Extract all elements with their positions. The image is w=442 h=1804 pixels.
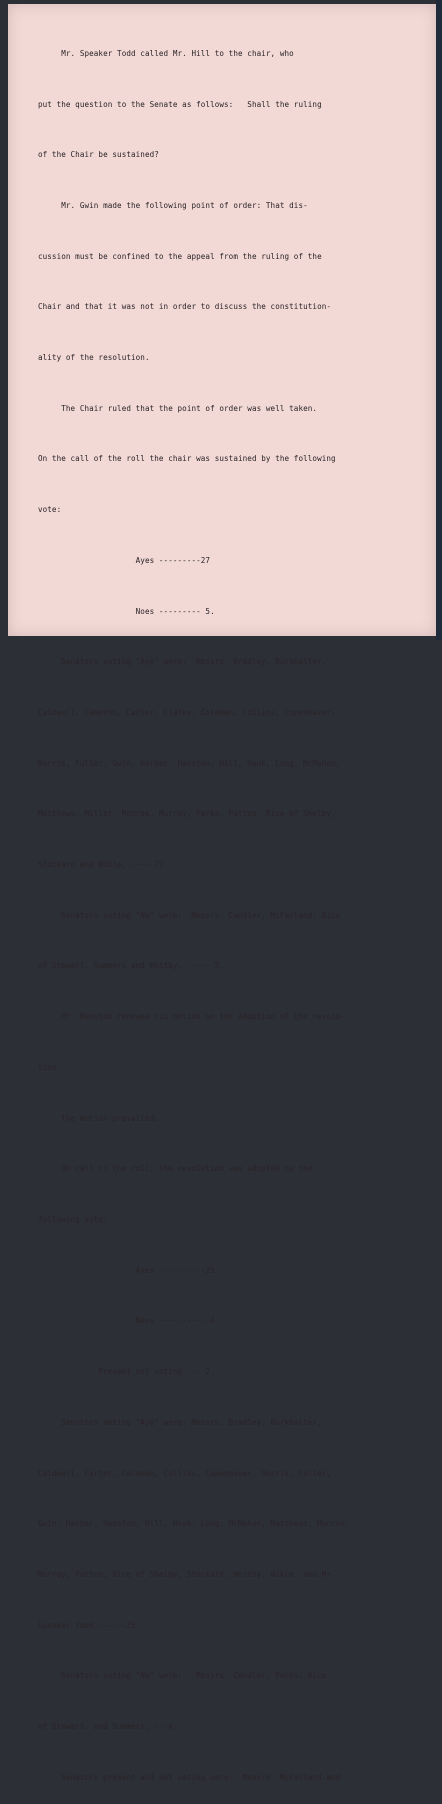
text-line: of Stewart, Summers and Whitby, ----- 5. [24,961,225,971]
text-line: Senators voting "No" were: Messrs. Candler, Parks, Rice [24,1671,327,1681]
vote-tally-line: Ayes ----------25 [24,1265,215,1275]
text-line: Gwin, Harber, Hanston, Hill, Houk, Long, McMahon, Matthews, Monroe, [24,1519,350,1529]
text-line: Caldwell, Carter, Coleman, Collins, Copenhaver, Dorris, Fuller, [24,1468,332,1478]
vote-tally-line: Present not voting --- 2. [24,1367,215,1377]
text-line: Caldwell, Cameron, Carter, Clarke, Coleman, Collins, Copenhaver, [24,707,336,717]
text-line: cussion must be confined to the appeal from the ruling of the [24,251,322,261]
document-body [24,12,416,1804]
text-line: Dorris, Fuller, Gwin, Harber, Hanston, Hill, Houk, Long, McMahon, [24,758,341,768]
text-line: tion. [24,1062,62,1072]
text-line: vote: [24,505,62,515]
text-line: On the call of the roll the chair was sustained by the following [24,454,336,464]
text-line: Stockard and Wikle, -----27. [24,860,169,870]
vote-tally-line: Ayes ---------27 [24,555,211,565]
text-line: of the Chair be sustained? [24,150,159,160]
text-line: ality of the resolution. [24,353,150,363]
text-line: Speaker Todd,------25. [24,1620,141,1630]
text-line: Mr. Speaker Todd called Mr. Hill to the chair, who [24,48,294,58]
text-line: Murray, Patton, Rice of Shelby, Stockard, Whitby, Wikle, and Mr. [24,1569,336,1579]
text-line: put the question to the Senate as follows: Shall the ruling [24,99,322,109]
text-line: Senators voting "Aye" were: Messrs. Bradley, Burkhalter, [24,657,327,667]
text-line: The motion prevailed. [24,1113,159,1123]
text-line: following vote: [24,1214,108,1224]
text-line: Matthews, Miller, Monroe, Murray, Parks, Patton, Rice of Shelby, [24,809,336,819]
text-line: On call of the roll, the resolution was adopted by the [24,1164,313,1174]
text-line: Senators present and not voting were: Messrs. McFarland and [24,1772,341,1782]
text-line: Mr. Gwin made the following point of order: That dis- [24,200,308,210]
page-edge [436,0,442,640]
text-line: Senators voting "Aye" were: Messrs. Bradley, Burkhalter, [24,1417,322,1427]
vote-tally-line: Noes ---------- 4. [24,1316,220,1326]
vote-tally-line: Noes --------- 5. [24,606,215,616]
text-line: Senators voting "No" were: Messrs. Candler, McFarland, Rice [24,910,341,920]
text-line: Mr. Hanston renewed his motion on the adoption of the resolu- [24,1012,345,1022]
text-line: of Stewart, and Summers, ---4. [24,1722,178,1732]
text-line: Chair and that it was not in order to discuss the constitution- [24,302,332,312]
text-line: The Chair ruled that the point of order was well taken. [24,403,318,413]
